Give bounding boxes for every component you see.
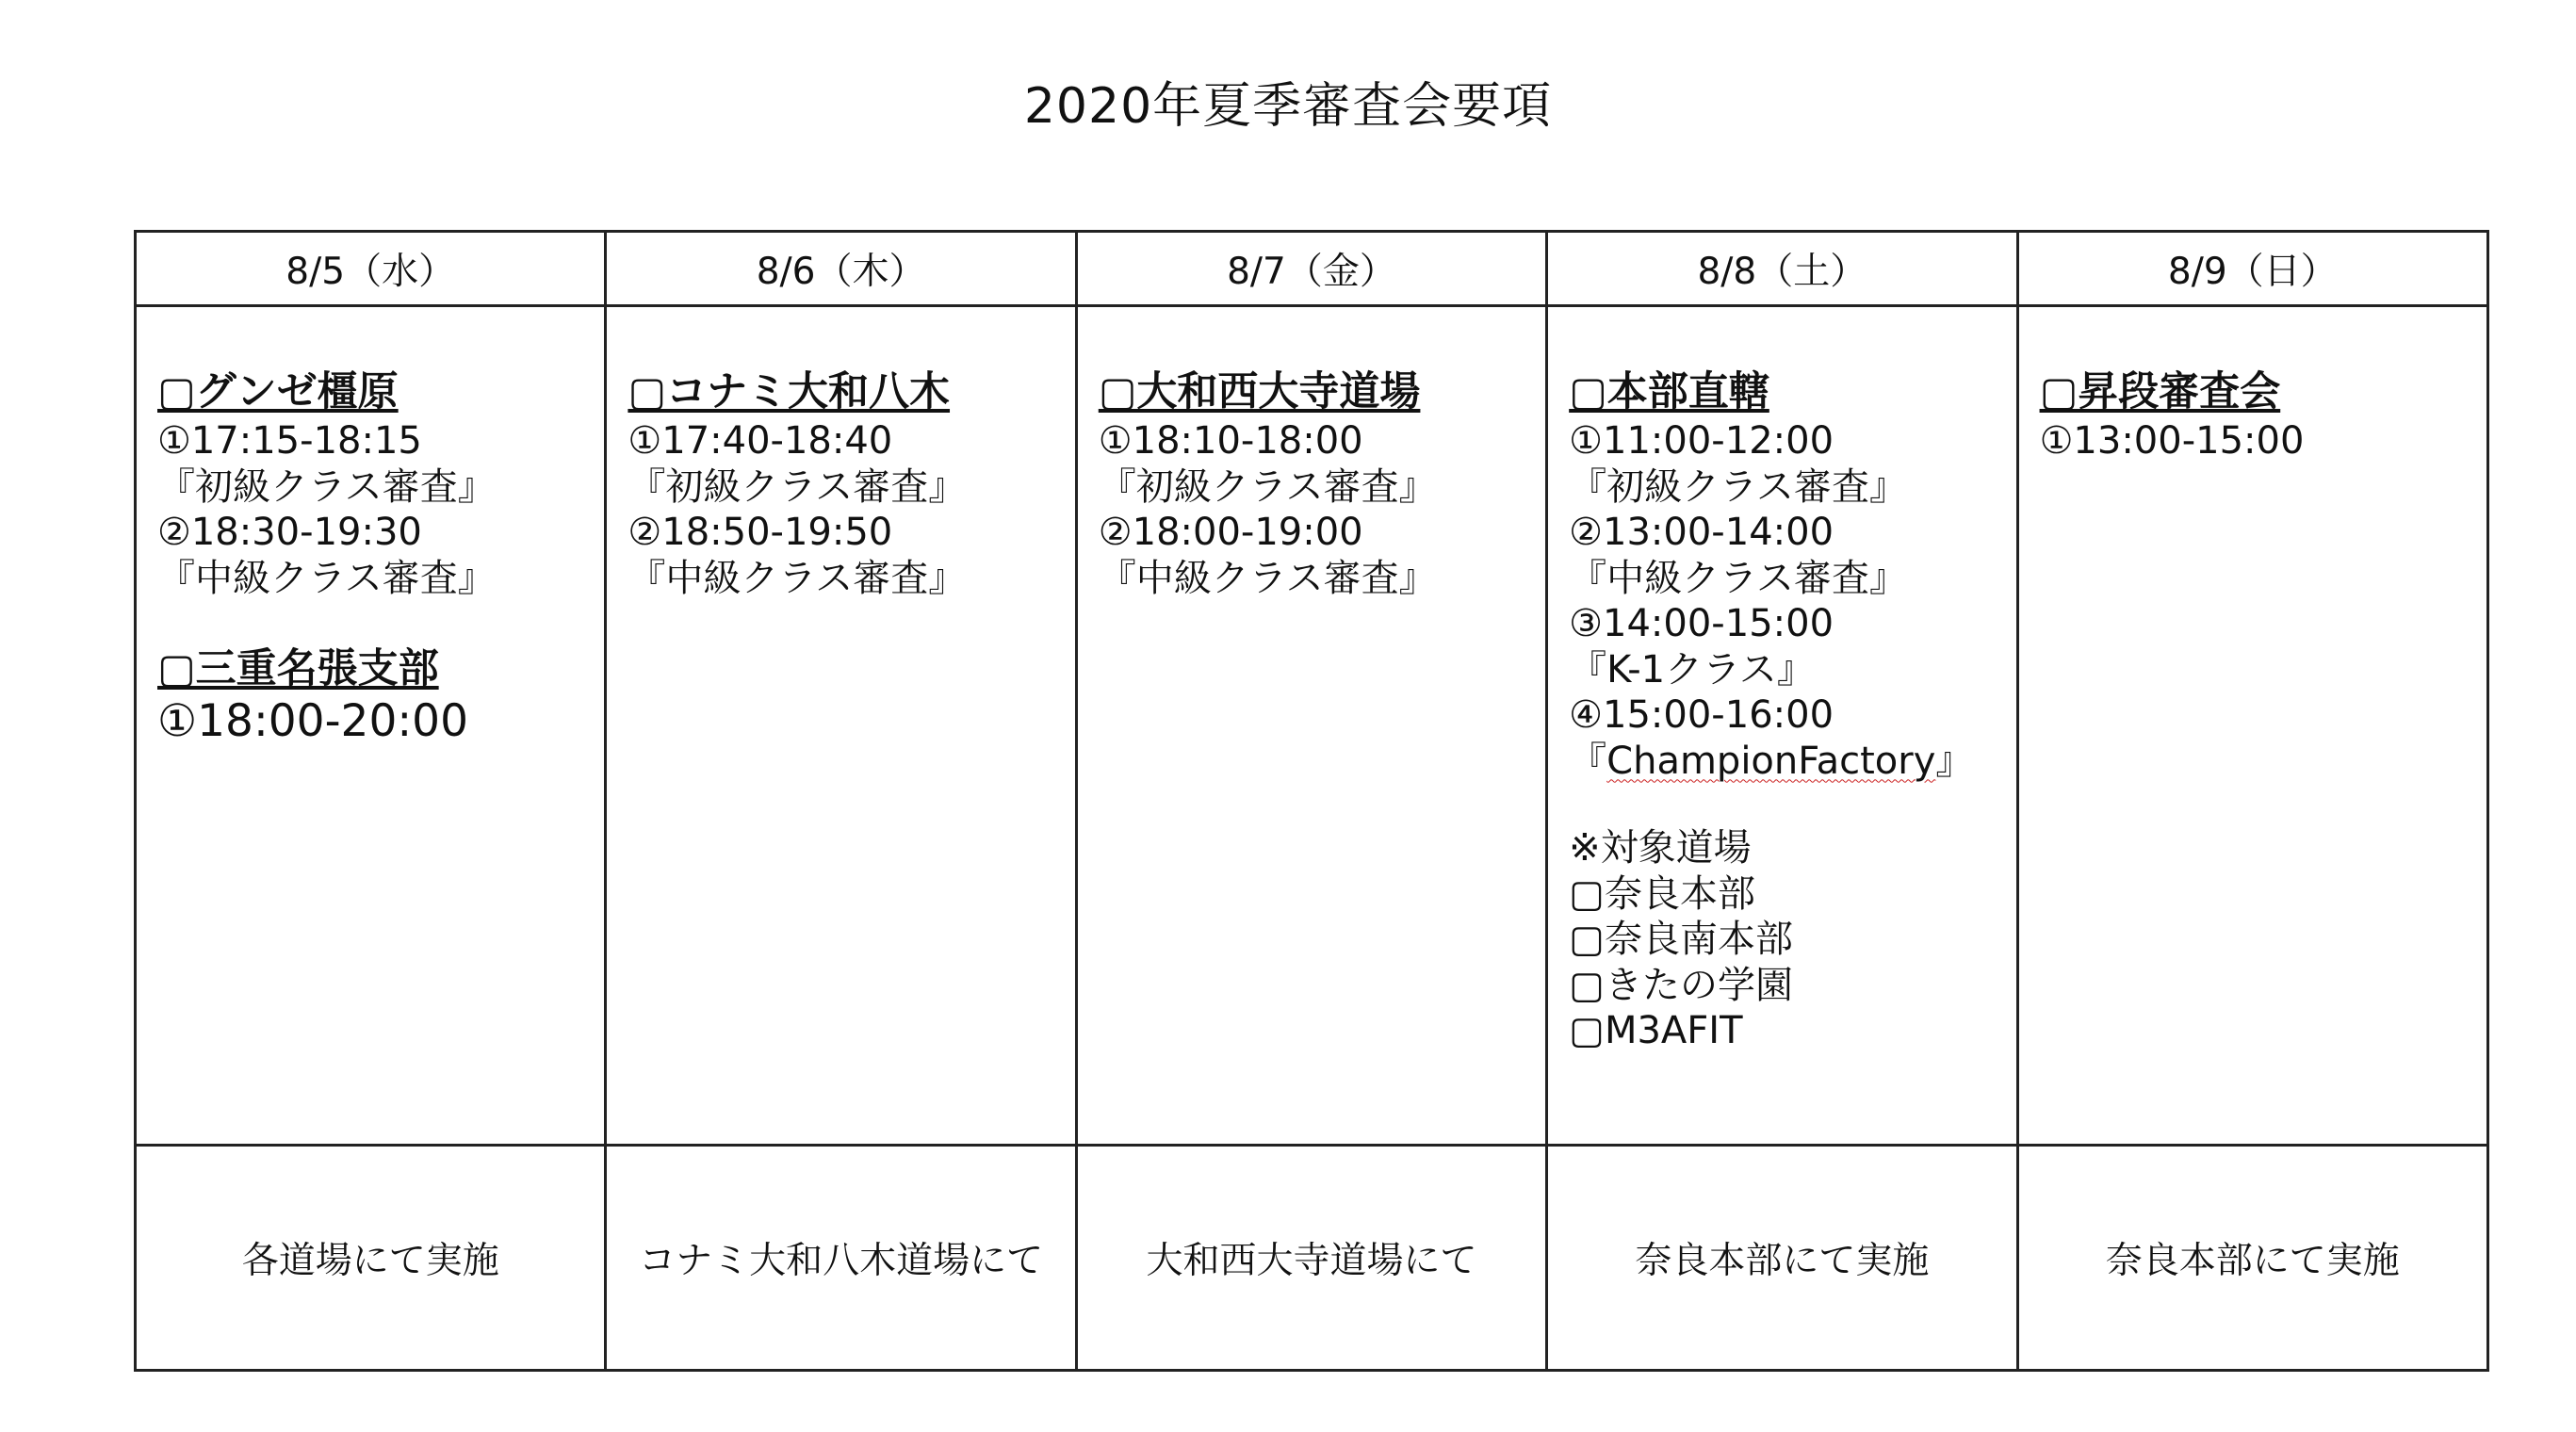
bracket-close: 』: [1935, 739, 1974, 783]
detail-cell-0806: [606, 306, 1076, 1146]
detail-cell-0808: [1547, 306, 2017, 1146]
slot-time: ①18:10-18:00: [1098, 419, 1363, 463]
slot-class: 『K-1クラス』: [1569, 647, 1815, 692]
bracket-open: 『: [1569, 739, 1607, 783]
target-dojo-item: ▢M3AFIT: [1569, 1009, 1743, 1052]
target-dojo-item: ▢きたの学園: [1569, 963, 1793, 1007]
slot-time: ①18:00-20:00: [157, 695, 468, 747]
slot-time: ②18:30-19:30: [157, 511, 422, 554]
slot-time: ③14:00-15:00: [1569, 602, 1834, 645]
location-row: [136, 1146, 2488, 1371]
date-cell-0808: 8/8（土）: [1547, 232, 2017, 306]
slot-class: 『初級クラス審査』: [628, 464, 967, 509]
location-cell-0807: 大和西大寺道場にて: [1076, 1146, 1546, 1371]
target-dojo-item: ▢奈良本部: [1569, 871, 1755, 916]
slot-class: [1569, 739, 2015, 785]
venue-heading: ▢大和西大寺道場: [1098, 368, 1421, 415]
schedule-table: [134, 230, 2489, 1372]
slot-class: 『初級クラス審査』: [1569, 464, 1907, 509]
location-cell-0808: 奈良本部にて実施: [1547, 1146, 2017, 1371]
detail-cell-0807: [1076, 306, 1546, 1146]
date-cell-0809: 8/9（日）: [2017, 232, 2487, 306]
slot-class: 『中級クラス審査』: [628, 556, 967, 600]
slot-class: 『初級クラス審査』: [1098, 464, 1437, 509]
slot-time: ①13:00-15:00: [2039, 419, 2305, 463]
location-cell-0806: コナミ大和八木道場にて: [606, 1146, 1076, 1371]
slot-class: 『初級クラス審査』: [157, 464, 496, 509]
venue-heading: ▢コナミ大和八木: [628, 368, 951, 415]
date-cell-0807: 8/7（金）: [1076, 232, 1546, 306]
slot-time: ①17:40-18:40: [628, 419, 893, 463]
spacer: [1569, 784, 2015, 825]
slot-time: ②13:00-14:00: [1569, 511, 1834, 554]
slot-time: ①11:00-12:00: [1569, 419, 1834, 463]
slot-time: ①17:15-18:15: [157, 419, 422, 463]
spellcheck-flagged-word: ChampionFactory: [1606, 739, 1936, 783]
slot-time: ②18:00-19:00: [1098, 511, 1363, 554]
date-cell-0805: 8/5（水）: [136, 232, 606, 306]
detail-cell-0805: [136, 306, 606, 1146]
location-cell-0809: 奈良本部にて実施: [2017, 1146, 2487, 1371]
slot-class: 『中級クラス審査』: [1569, 556, 1907, 600]
slot-time: ④15:00-16:00: [1569, 693, 1834, 737]
venue-heading: ▢昇段審査会: [2039, 368, 2281, 415]
detail-cell-0809: [2017, 306, 2487, 1146]
slot-class: 『中級クラス審査』: [157, 556, 496, 600]
schedule-detail-row: [136, 306, 2488, 1146]
venue-heading: ▢グンゼ橿原: [157, 368, 399, 415]
target-dojo-note: ※対象道場: [1569, 826, 1752, 870]
venue-heading: ▢本部直轄: [1569, 368, 1769, 415]
slot-time: ②18:50-19:50: [628, 511, 893, 554]
target-dojo-item: ▢奈良南本部: [1569, 918, 1793, 961]
spacer: [157, 601, 604, 643]
document-title: 2020年夏季審査会要項: [1023, 78, 1553, 135]
date-header-row: [136, 232, 2488, 306]
date-cell-0806: 8/6（木）: [606, 232, 1076, 306]
slot-class: 『中級クラス審査』: [1098, 556, 1437, 600]
venue-heading: ▢三重名張支部: [157, 645, 439, 692]
location-cell-0805: 各道場にて実施: [136, 1146, 606, 1371]
